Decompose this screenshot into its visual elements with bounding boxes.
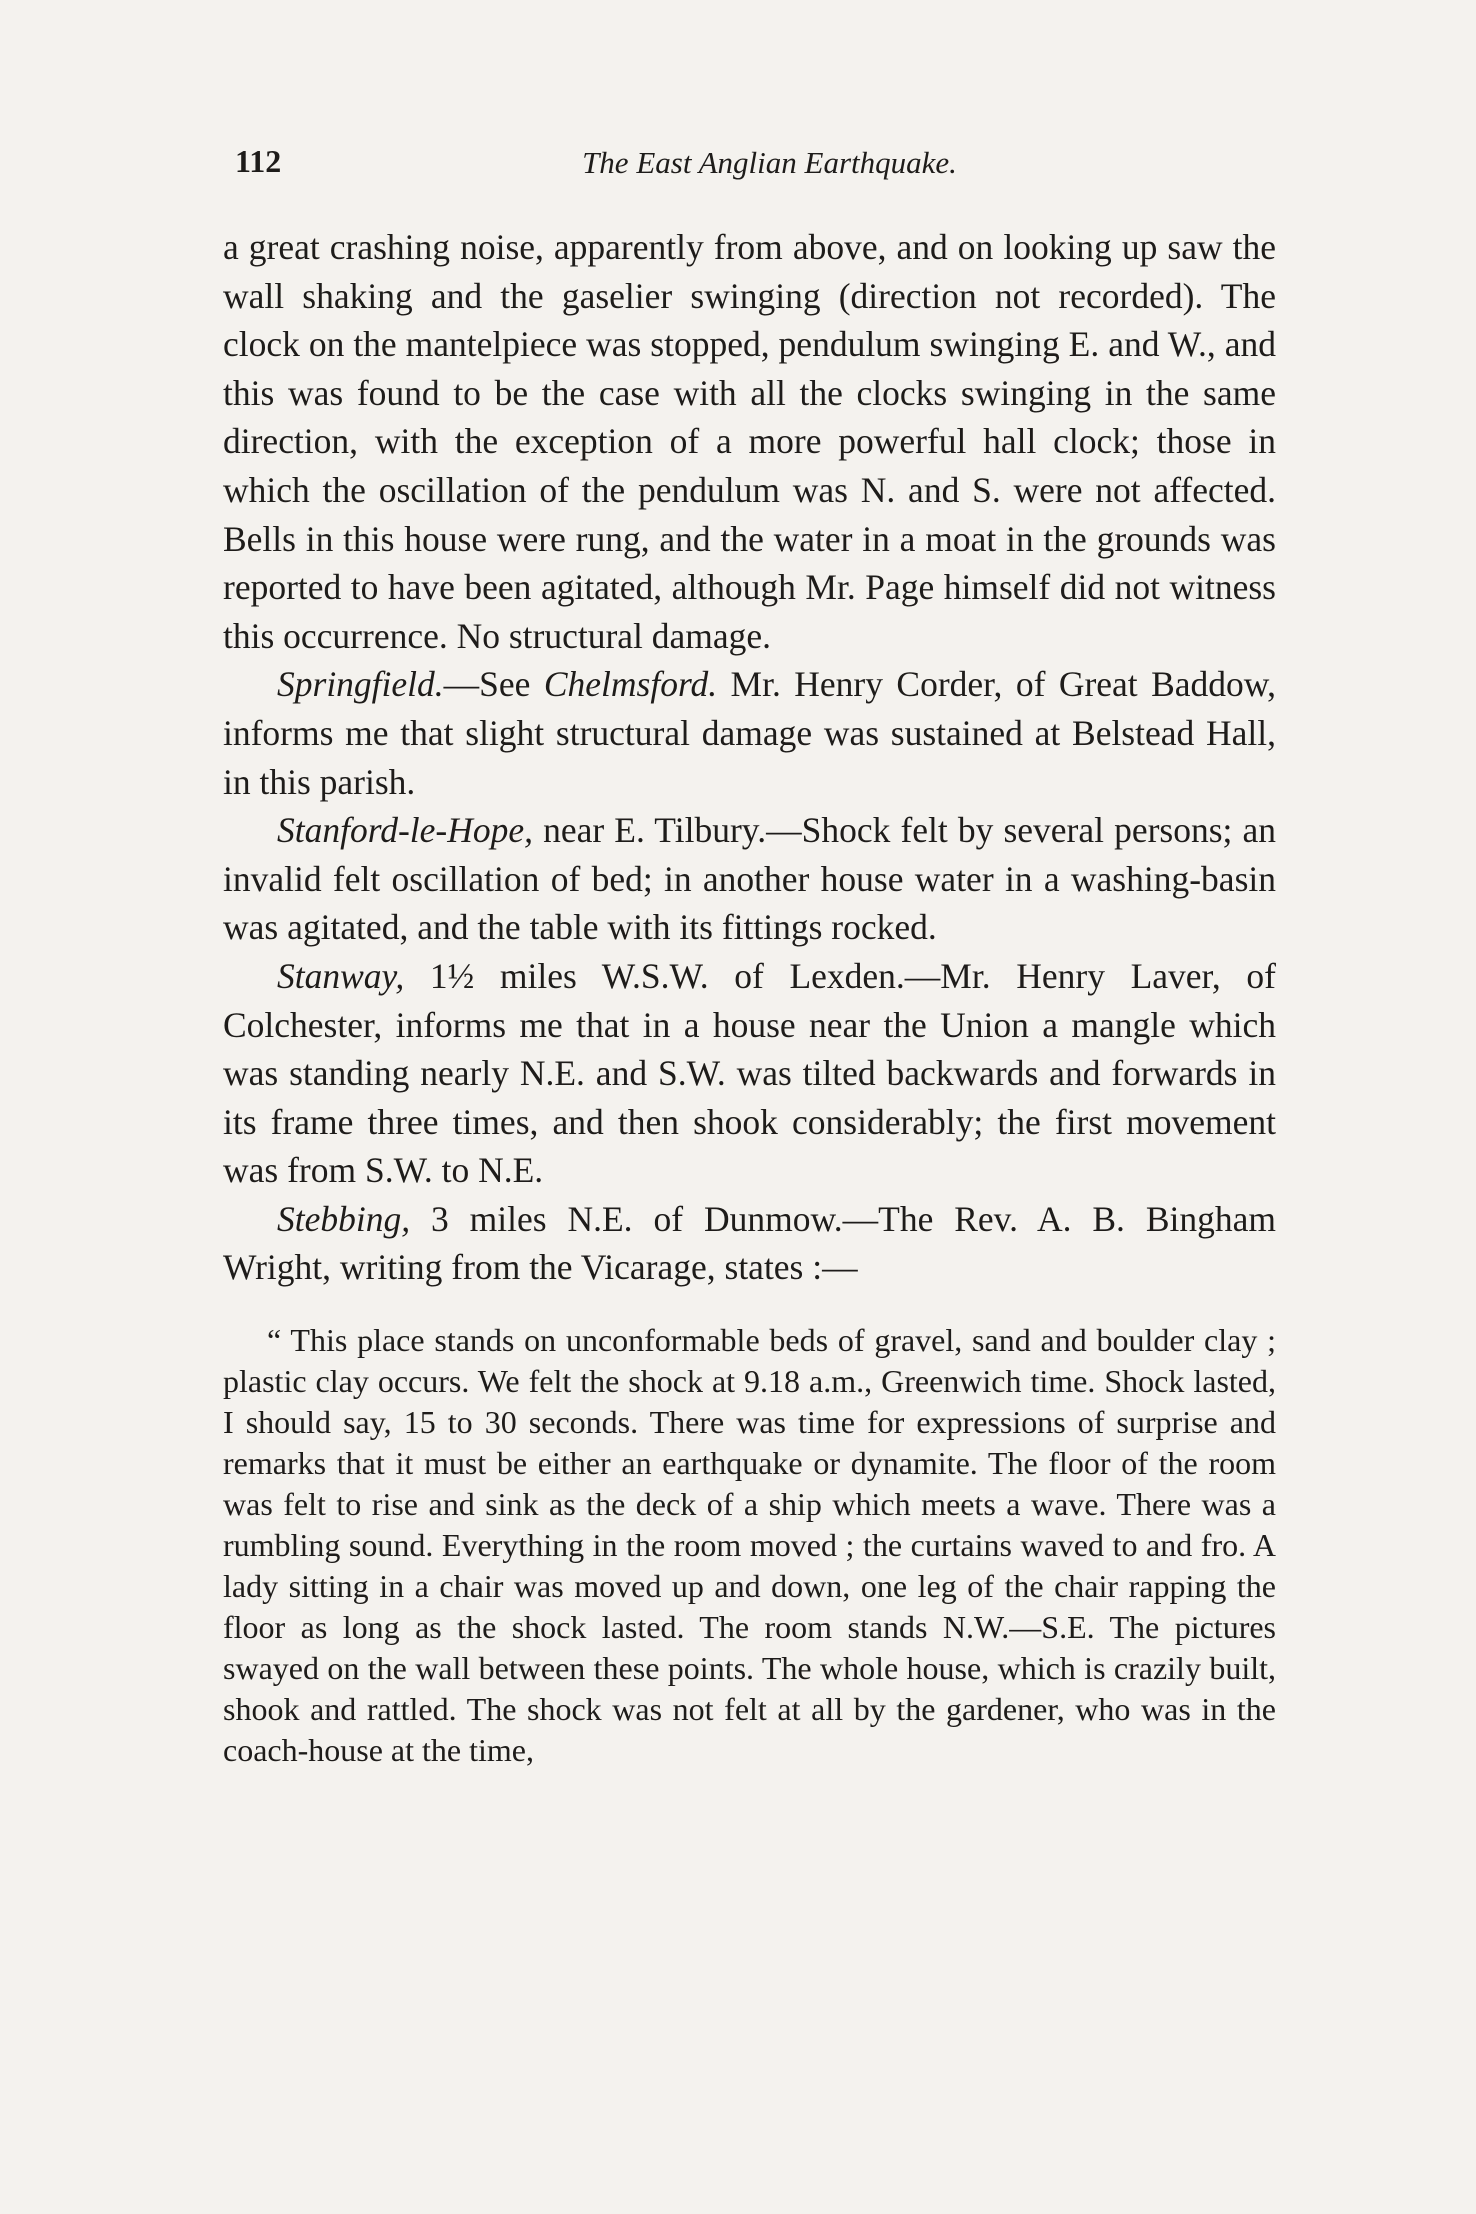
paragraph-springfield — [223, 660, 1276, 806]
quote-text: “ This place stands on unconformable beds of gravel, sand and boulder clay ; plastic clay occurs. We felt the shock at 9.18 a.m., Greenwich time. Shock lasted, I should say, 15 to 30 seconds. There was time for expressions of surprise and remarks that it must be either an earthquake or dynamite. The floor of the room was felt to rise and sink as the deck of a ship which meets a wave. There was a rumbling sound. Everything in the room moved ; the curtains waved to and fro. A lady sitting in a chair was moved up and down, one leg of the chair rapping the floor as long as the shock lasted. The room stands N.W.—S.E. The pictures swayed on the wall between these points. The whole house, which is crazily built, shook and rattled. The shock was not felt at all by the gardener, who was in the coach-house at the time, — [223, 1322, 1276, 1769]
place-name-stebbing: Stebbing, — [277, 1198, 411, 1239]
place-name-springfield: Springfield. — [277, 664, 444, 705]
paragraph-continuation: a great crashing noise, apparently from above, and on looking up saw the wall shaking and the gaselier swinging (direction not recorded). The clock on the mantelpiece was stopped, pendulum swinging E. and W., and this was found to be the case with all the clocks swinging in the same direction, with the exception of a more powerful hall clock; those in which the oscillation of the pendulum was N. and S. were not affected. Bells in this house were rung, and the water in a moat in the grounds was reported to have been agitated, although Mr. Page himself did not witness this occurrence. No structural damage. — [223, 227, 1276, 656]
paragraph-springfield-text: Mr. Henry Corder, of Great Baddow, informs me that slight structural damage was sustained at Belstead Hall, in this parish. — [223, 664, 1276, 802]
running-title: The East Anglian Earthquake. — [582, 145, 957, 180]
paragraph-stebbing — [223, 1195, 1276, 1292]
see-prefix: —See — [443, 664, 544, 705]
paragraph-stanway-text: 1½ miles W.S.W. of Lexden.—Mr. Henry Laver, of Colchester, informs me that in a house near the Union a mangle which was standing nearly N.E. and S.W. was tilted backwards and forwards in its frame three times, and then shook considerably; the first movement was from S.W. to N.E. — [223, 955, 1276, 1191]
quoted-letter — [223, 1320, 1276, 1771]
paragraph-stebbing-text: 3 miles N.E. of Dunmow.—The Rev. A. B. Bingham Wright, writing from the Vicarage, states :— — [223, 1198, 1276, 1288]
place-name-stanford-le-hope: Stanford-le-Hope, — [277, 810, 534, 851]
paragraph-stanway — [223, 952, 1276, 1195]
place-name-stanway: Stanway, — [277, 955, 405, 996]
paragraph-stanford-le-hope — [223, 806, 1276, 952]
page-header — [223, 143, 1276, 187]
body-text — [223, 223, 1276, 1292]
paragraph-stanford-text: near E. Tilbury.—Shock felt by several persons; an invalid felt oscillation of bed; in another house water in a washing-basin was agitated, and the table with its fittings rocked. — [223, 810, 1276, 948]
page-number: 112 — [235, 143, 282, 179]
place-name-chelmsford: Chelmsford. — [543, 664, 718, 705]
